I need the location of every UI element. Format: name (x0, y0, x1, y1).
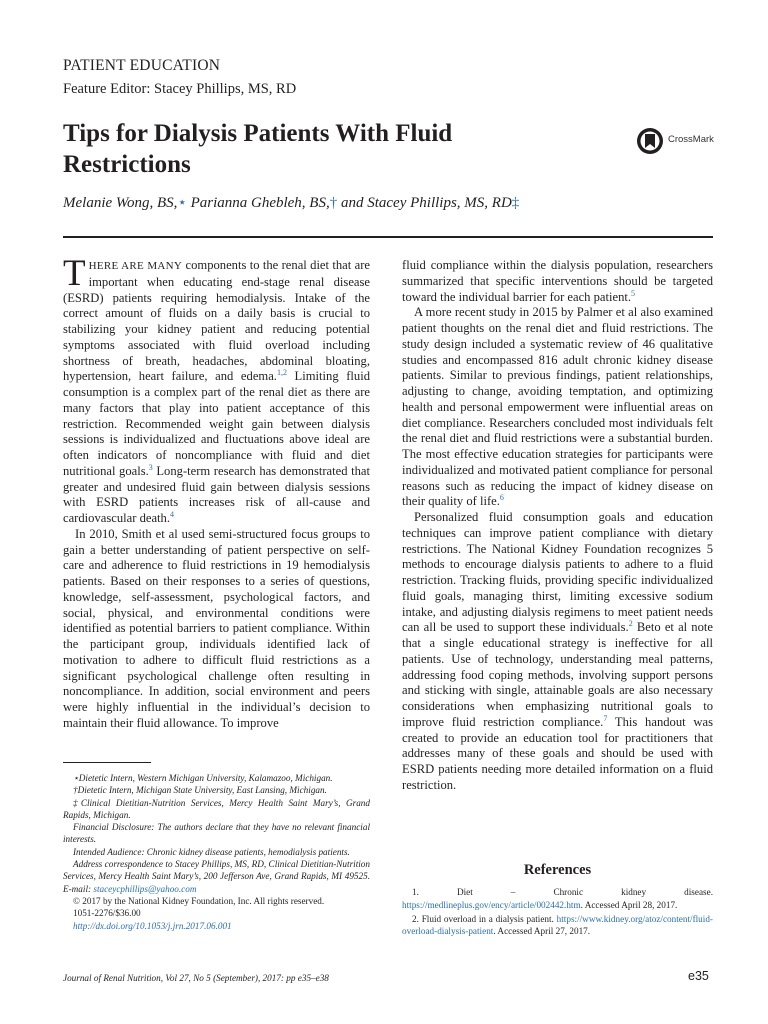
reference-url-link[interactable]: https://www.kidney.org/atoz/content/fluid-overload-dialysis-patient (402, 913, 713, 937)
references-heading: References (523, 862, 592, 878)
email-link[interactable]: staceycphillips@yahoo.com (93, 883, 197, 894)
article-title: Tips for Dialysis Patients With Fluid Restrictions (63, 120, 453, 178)
body-paragraph: In 2010, Smith et al used semi-structured focus groups to gain a better understanding of patient perspective on self-care and adherence to fluid restrictions in 19 hemodialysis patients. Based on their responses to a series of questions, knowledge, self-assessment, psychological factors, and social, physical, and environmental conditions were identified as potential barriers to patient compliance. Within the participant group, individuals identified lack of motivation to adhere to difficult fluid restrictions as a significant psychological challenge often resulting in noncompliance. In addition, social environment and peers were highly influential in the individual’s decision to maintain their fluid allowance. To improve (63, 526, 370, 730)
footnote-correspondence (63, 858, 370, 895)
body-column-right (402, 258, 713, 794)
reference-text: . Accessed April 27, 2017. (493, 926, 591, 937)
section-label: PATIENT EDUCATION (63, 57, 221, 74)
crossmark-label: CrossMark (668, 134, 714, 145)
footnote-affiliation: ‡Clinical Dietitian-Nutrition Services, Mercy Health Saint Mary’s, Grand Rapids, Michigan. (63, 797, 370, 820)
reference-url-link[interactable]: https://medlineplus.gov/ency/article/002442.htm (402, 899, 581, 910)
body-text-run: A more recent study in 2015 by Palmer et al also examined patient thoughts on the renal diet and fluid restrictions. The study design included a systematic review of 46 qualitative studies and encompassed 816 adult chronic kidney disease patients. Similar to previous findings, patient relationships, adjusting to change, avoiding temptation, and optimizing health and personal empowerment were influential areas on diet compliance. Researchers concluded most individuals felt the renal diet and fluid restrictions were a substantial burden. The most effective education strategies for participants were individualized and motivated patient compliance for personal reasons such as reducing the impact of kidney disease on their quality of life. (402, 305, 713, 509)
body-text-run: This handout was created to provide an education tool for practitioners that addresses many of these goals and should be used with ESRD patients needing more detailed information on a fluid restriction. (402, 714, 713, 792)
citation-link[interactable]: 4 (170, 509, 174, 519)
body-text-run: Personalized fluid consumption goals and education techniques can improve patient compliance with dietary restrictions. The National Kidney Foundation recognizes 5 methods to encourage dialysis patients to adhere to a fluid restriction. Tracking fluids, providing specific individualized fluid goals, managing thirst, limiting excessive sodium intake, and adjusting dialysis regimens to meet patient needs can all be used to support these individuals. (402, 510, 713, 635)
body-text-run: Beto et al note that a single educational strategy is ineffective for all patients. Use of technology, understanding meal patterns, addressing food coping methods, involving support persons and sticking with single, attainable goals are also necessary considerations when emphasizing nutritional goals to improve fluid restriction compliance. (402, 620, 713, 729)
footnote-divider (63, 762, 151, 763)
citation-link[interactable]: 3 (148, 462, 153, 472)
footnote-disclosure: Financial Disclosure: The authors declare that they have no relevant financial interests. (63, 822, 370, 845)
body-text-run: Long-term research has demonstrated that greater and undesired fluid gain between dialysis sessions with ESRD patients increases risk of all-cause and cardiovascular death. (63, 463, 370, 525)
body-column-left (63, 253, 370, 732)
reference-text: 2. Fluid overload in a dialysis patient. (412, 913, 557, 924)
footnote-copyright: © 2017 by the National Kidney Foundation, Inc. All rights reserved. (73, 895, 325, 906)
body-paragraph (402, 305, 713, 510)
opening-small-caps: HERE ARE MANY (88, 260, 183, 272)
footnote-audience: Intended Audience: Chronic kidney disease patients, hemodialysis patients. (73, 846, 350, 857)
author-affiliation-mark[interactable]: ⋆ (177, 195, 187, 211)
reference-item (402, 913, 713, 939)
body-text-run: Limiting fluid consumption is a complex part of the renal diet as there are many factors that play into patient acceptance of this restriction. Recommended weight gain between dialysis sessions is individualized and fluctuations above ideal are often indicators of noncompliance with fluid and diet nutritional goals. (63, 369, 370, 478)
author-name: Parianna Ghebleh, BS, (186, 195, 330, 211)
author-list (63, 193, 519, 212)
reference-text: 1. Diet – Chronic kidney disease. (412, 887, 713, 897)
citation-link[interactable]: 5 (631, 288, 636, 298)
body-paragraph (402, 258, 713, 305)
crossmark-icon (636, 127, 664, 155)
header-divider (63, 236, 713, 238)
footnote-affiliation: ⋆Dietetic Intern, Western Michigan University, Kalamazoo, Michigan. (73, 773, 333, 783)
author-affiliation-mark[interactable]: † (329, 195, 338, 211)
reference-text: . Accessed April 28, 2017. (580, 899, 678, 910)
citation-link[interactable]: 2 (628, 619, 633, 629)
doi-link[interactable]: http://dx.doi.org/10.1053/j.jrn.2017.06.001 (73, 920, 232, 931)
feature-editor: Feature Editor: Stacey Phillips, MS, RD (63, 81, 297, 97)
footnotes (63, 772, 370, 932)
author-name: Melanie Wong, BS, (63, 195, 178, 211)
page-number: e35 (688, 969, 709, 983)
body-text-run: components to the renal diet that are important when educating end-stage renal disease (ESRD) patients requiring hemodialysis. Intake of the correct amount of fluids on a daily basis is crucial to stabilizing your kidney patient and reducing potential symptoms associated with fluid overload including shortness of breath, headaches, abdominal bloating, hypertension, heart failure, and edema. (63, 258, 370, 384)
author-name: and Stacey Phillips, MS, RD (337, 195, 512, 211)
reference-item (402, 886, 713, 912)
crossmark-badge[interactable] (636, 128, 716, 154)
body-text-run: fluid compliance within the dialysis population, researchers summarized that specific interventions should be targeted toward the individual barrier for each patient. (402, 258, 713, 304)
reference-list (402, 886, 713, 939)
citation-link[interactable]: 1,2 (276, 368, 287, 378)
citation-link[interactable]: 7 (603, 713, 608, 723)
body-paragraph (63, 253, 370, 527)
body-paragraph (402, 510, 713, 794)
drop-cap: T (63, 253, 86, 294)
footnote-text-run: Address correspondence to Stacey Phillips, MS, RD, Clinical Dietitian-Nutrition Services, Mercy Health Saint Mary’s, 200 Jefferson Ave, Grand Rapids, MI 49525. E-mail: (63, 859, 370, 894)
footnote-affiliation: †Dietetic Intern, Michigan State University, East Lansing, Michigan. (73, 785, 327, 796)
author-affiliation-mark[interactable]: ‡ (511, 195, 520, 211)
citation-link[interactable]: 6 (499, 493, 504, 503)
journal-citation: Journal of Renal Nutrition, Vol 27, No 5 (September), 2017: pp e35–e38 (63, 973, 329, 983)
footnote-issn: 1051-2276/$36.00 (73, 908, 141, 919)
